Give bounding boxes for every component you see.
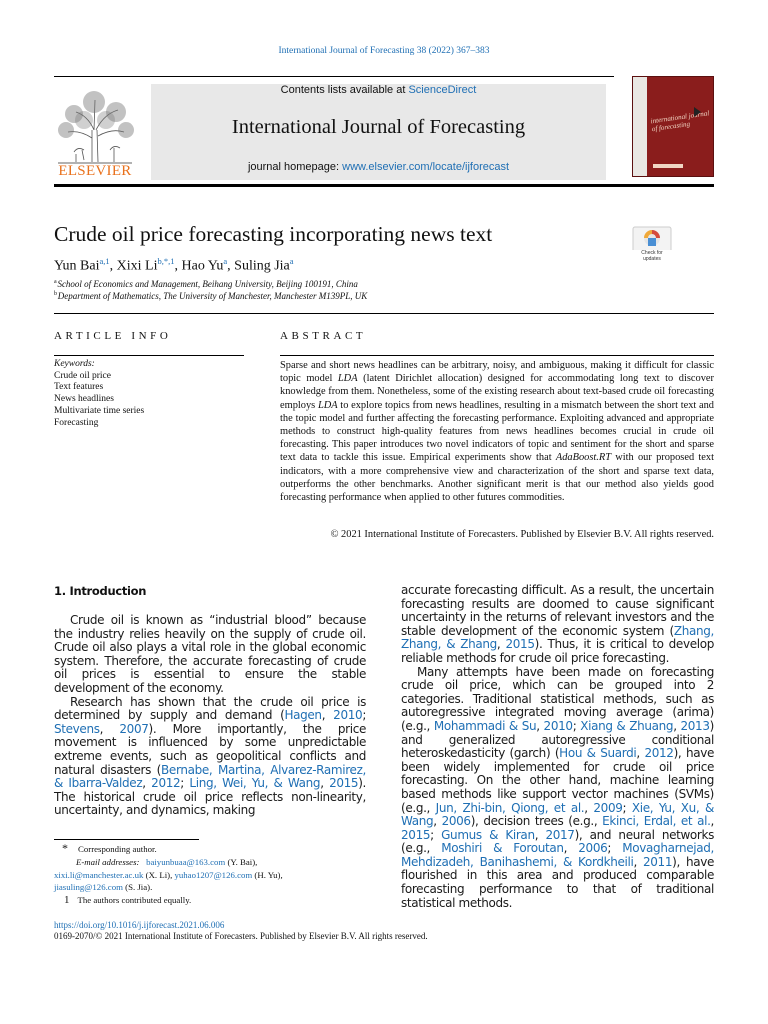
citation-year-link[interactable]: 2006 xyxy=(578,841,608,856)
email-owner: (S. Jia). xyxy=(122,882,153,893)
email-owner: (X. Li), xyxy=(143,869,175,880)
journal-reference[interactable] xyxy=(0,46,768,56)
abstract-term: AdaBoost.RT xyxy=(555,452,612,464)
sciencedirect-link[interactable]: ScienceDirect xyxy=(408,84,477,96)
text-segment: ), have flourished in this area and produced comparable forecasting performance to that of traditional statistical methods. xyxy=(401,854,715,910)
intro-paragraph-2-continued: accurate forecasting difficult. As a result, the uncertain forecasting results are doomed to cause significant uncertainty in the returns of relevant investors and the stable development of the economic system (Zhang, Zhang, & Zhang, 2015). Thus, it is critical to develop reliable methods for crude oil price forecasting. xyxy=(401,583,714,665)
email-footnote-cont xyxy=(54,881,374,894)
author-affil-mark[interactable]: a xyxy=(289,256,294,266)
citation-year-link[interactable]: 2012 xyxy=(151,776,181,791)
email-footnote-cont xyxy=(54,869,374,882)
introduction-heading: 1. Introduction xyxy=(54,584,147,598)
citation-link[interactable]: Mohammadi & Su xyxy=(433,718,537,733)
cover-stripe xyxy=(633,77,647,176)
footnote-rule xyxy=(54,839,199,840)
footnote-text: The authors contributed equally. xyxy=(77,895,192,906)
article-info-rule xyxy=(54,355,244,356)
citation-year-link[interactable]: 2013 xyxy=(680,718,710,733)
journal-masthead xyxy=(151,84,606,180)
text-segment: ), and neural networks (e.g., xyxy=(401,827,714,856)
author-separator: , xyxy=(109,258,117,274)
citation-link[interactable]: Hou & Suardi xyxy=(559,746,637,761)
author-affil-mark[interactable]: b,*,1 xyxy=(157,256,175,266)
citation-link[interactable]: Gumus & Kiran xyxy=(441,827,535,842)
author-separator: , xyxy=(227,258,235,274)
footnote-text: Corresponding author. xyxy=(78,844,157,854)
author-name[interactable]: Hao Yu xyxy=(181,258,224,274)
keyword-item: Text features xyxy=(54,382,104,393)
journal-homepage-link[interactable]: www.elsevier.com/locate/ijforecast xyxy=(342,161,510,173)
journal-cover-thumbnail[interactable] xyxy=(632,76,714,177)
right-column xyxy=(401,584,714,910)
email-footnote xyxy=(54,856,374,869)
citation-year-link[interactable]: 2009 xyxy=(593,800,623,815)
contents-prefix: Contents lists available at xyxy=(280,84,409,96)
elsevier-logo[interactable] xyxy=(54,90,136,180)
citation-link[interactable]: Xie, Yu, Xu, & Wang xyxy=(401,800,714,829)
citation-link[interactable]: Movagharnejad, Mehdizadeh, Banihashemi, & Kordkheili xyxy=(401,841,714,869)
text-segment: ), have been widely implemented for crude oil price forecasting. On the other hand, machine learning based methods like support vector machines (SVMs) (e.g., xyxy=(401,746,714,815)
abstract-segment: to explore topics from news headlines, resulting in a mismatch between the short text and the topic model and further affecting the forecasting performance. Exploiting advanced and appropriate methods to construct high-quality features from news headlines becomes crucial in crude oil forecasting. This paper introduces two novel indicators of topic and sentiment for the short and sparse text data to tackle this issue. Empirical experiments show that xyxy=(280,399,714,464)
text-segment: ). More importantly, the price movement is influenced by some unpredictable extreme events, such as geopolitical conflicts and natural disasters ( xyxy=(54,721,366,777)
check-updates-label: Check for updates xyxy=(641,250,663,262)
email-link[interactable]: xixi.li@manchester.ac.uk xyxy=(54,869,144,880)
cover-publisher-mark xyxy=(653,164,683,168)
check-updates-icon xyxy=(632,226,672,250)
citation-year-link[interactable]: 2011 xyxy=(642,854,673,869)
author-name[interactable]: Xixi Li xyxy=(116,258,158,274)
keyword-item: Forecasting xyxy=(54,417,99,428)
footnote-mark: 1 xyxy=(64,894,70,907)
citation-link[interactable]: Xiang & Zhuang xyxy=(580,718,674,733)
doi-line[interactable] xyxy=(54,920,224,930)
email-owner: (Y. Bai), xyxy=(225,856,258,867)
text-segment: ), decision trees (e.g., xyxy=(470,814,603,829)
abstract-rule xyxy=(280,355,714,356)
citation-link[interactable]: Jun, Zhi-bin, Qiong, et al. xyxy=(435,800,585,815)
affiliation-a xyxy=(54,279,358,289)
author-list xyxy=(54,256,294,275)
email-link[interactable]: yuhao1207@126.com xyxy=(174,869,253,880)
footnotes xyxy=(54,842,374,907)
affiliation-label: b xyxy=(54,291,57,297)
homepage-prefix: journal homepage: xyxy=(247,161,343,173)
email-label: E-mail addresses: xyxy=(76,856,140,867)
equal-contribution-footnote xyxy=(54,894,374,907)
keyword-item: Multivariate time series xyxy=(54,405,145,416)
affiliation-text: School of Economics and Management, Beihang University, Beijing 100191, China xyxy=(57,279,358,289)
cover-arrow-icon xyxy=(694,107,701,117)
article-title: Crude oil price forecasting incorporating news text xyxy=(54,222,493,246)
citation-link[interactable]: Stevens xyxy=(54,721,100,736)
keywords-label: Keywords: xyxy=(54,359,95,369)
author-name[interactable]: Suling Jia xyxy=(234,258,290,274)
citation-year-link[interactable]: 2015 xyxy=(329,776,359,791)
text-segment: ). Thus, it is critical to develop reliable methods for crude oil price forecasting. xyxy=(401,637,714,665)
email-owner: (H. Yu), xyxy=(252,869,283,880)
homepage-line xyxy=(151,161,606,173)
footnote-mark: * xyxy=(62,841,68,855)
author-name[interactable]: Yun Bai xyxy=(54,258,100,274)
keyword-item: News headlines xyxy=(54,394,114,405)
text-segment: Research has shown that the crude oil price is determined by supply and demand ( xyxy=(54,694,366,723)
keyword-item: Crude oil price xyxy=(54,370,111,381)
email-link[interactable]: baiyunbuaa@163.com xyxy=(146,856,226,867)
citation-year-link[interactable]: 2006 xyxy=(441,814,471,829)
citation-link[interactable]: Bernabe, Martina, Alvarez-Ramirez, & Ibarra-Valdez xyxy=(54,762,367,791)
author-separator: , xyxy=(174,258,182,274)
affiliation-label: a xyxy=(54,279,57,285)
email-link[interactable]: jiasuling@126.com xyxy=(54,882,123,893)
affiliation-text: Department of Mathematics, The University of Manchester, Manchester M139PL, UK xyxy=(57,291,368,301)
text-segment: accurate forecasting difficult. As a result, the uncertain forecasting results are doomed to cause significant uncertainty in the returns of relevant investors and the stable development of the economic system ( xyxy=(401,583,714,638)
citation-year-link[interactable]: 2010 xyxy=(333,708,363,723)
masthead-rule xyxy=(54,184,714,187)
author-affil-mark[interactable]: a xyxy=(223,256,228,266)
citation-year-link[interactable]: 2015 xyxy=(401,827,431,842)
citation-year-link[interactable]: 2007 xyxy=(119,721,149,736)
contents-line xyxy=(151,84,606,96)
elsevier-wordmark: ELSEVIER xyxy=(58,163,132,179)
citation-link[interactable]: Hagen xyxy=(284,708,322,723)
corresponding-footnote xyxy=(54,842,374,856)
elsevier-tree-icon xyxy=(54,90,136,164)
abstract-segment: Sparse and short news headlines can be arbitrary, noisy, and ambiguous, making it difficult for classic topic model xyxy=(280,360,714,385)
affiliation-b xyxy=(54,291,367,301)
citation-link[interactable]: Zhang, Zhang, & Zhang xyxy=(401,623,714,652)
intro-paragraph-2: Research has shown that the crude oil price is determined by supply and demand (Hagen, 2010; Stevens, 2007). More importantly, the price movement is influenced by some unpredictable extreme events, such as geopolitical conflicts and natural disasters (Bernabe, Martina, Alvarez-Ramirez, & Ibarra-Valdez, 2012; Ling, Wei, Yu, & Wang, 2015). The historical crude oil price reflects non-linearity, uncertainty, and dynamics, making xyxy=(54,694,367,818)
intro-paragraph-3: Many attempts have been made on forecasting crude oil price, which can be grouped into 2 categories. Traditional statistical methods, such as autoregressive integrated moving average (arima) (e.g., Mohammadi & Su, 2010; Xiang & Zhuang, 2013) and generalized autoregressive conditional heteroskedasticity (garch) (Hou & Suardi, 2012), have been widely implemented for crude oil price forecasting. On the other hand, machine learning based methods like support vector machines (SVMs) (e.g., Jun, Zhi-bin, Qiong, et al., 2009; Xie, Yu, Xu, & Wang, 2006), decision trees (e.g., Ekinci, Erdal, et al., 2015; Gumus & Kiran, 2017), and neural networks (e.g., Moshiri & Foroutan, 2006; Movagharnejad, Mehdizadeh, Banihashemi, & Kordkheili, 2011), have flourished in this area and produced comparable forecasting performance to that of traditional statistical methods. xyxy=(401,664,715,910)
journal-title: International Journal of Forecasting xyxy=(231,116,526,138)
keywords-block xyxy=(54,359,244,429)
citation-year-link[interactable]: 2012 xyxy=(644,746,674,761)
citation-link[interactable]: Ling, Wei, Yu, & Wang xyxy=(189,776,321,791)
text-segment: ) and generalized autoregressive conditional heteroskedasticity (garch) ( xyxy=(401,718,714,761)
abstract-segment: (latent Dirichlet allocation) designed for accommodating long text to discover knowledge from them. Nonetheless, some of the existing research about text-based crude oil forecasting employs xyxy=(280,373,714,411)
doi-link[interactable]: https://doi.org/10.1016/j.ijforecast.2021.06.006 xyxy=(54,920,225,930)
abstract-heading: ABSTRACT xyxy=(280,330,367,342)
header-rule xyxy=(54,76,614,77)
text-segment: Many attempts have been made on forecasting crude oil price, which can be grouped into 2 categories. Traditional statistical methods, such as autoregressive integrated moving average (arima) (e.g., xyxy=(401,664,714,733)
intro-paragraph-1: Crude oil is known as “industrial blood” because the industry relies heavily on the supply of crude oil. Crude oil also plays a vital role in the global economic system. Therefore, the accurate forecasting of crude oil prices is essential to ensure the stable development of the economy. xyxy=(54,613,366,695)
abstract-segment: with our proposed text indicators, with a more comprehensive view and characterization of the short and sparse text data, outperforms the other benchmarks. Another significant merit is that our method also yields good forecasting performance when applied to other futures commodities. xyxy=(280,452,714,504)
citation-link[interactable]: Ekinci, Erdal, et al. xyxy=(602,814,711,829)
abstract-text xyxy=(280,359,714,504)
citation-year-link[interactable]: 2015 xyxy=(505,637,535,652)
citation-link[interactable]: Moshiri & Foroutan xyxy=(441,841,564,856)
abstract-term: LDA xyxy=(337,373,358,385)
check-for-updates-badge[interactable] xyxy=(632,226,672,266)
issn-line: 0169-2070/© 2021 International Institute of Forecasters. Published by Elsevier B.V. All rights reserved. xyxy=(54,931,428,941)
abstract-term: LDA xyxy=(317,399,338,411)
cover-title: international journal of forecasting xyxy=(650,109,710,134)
article-info-heading: ARTICLE INFO xyxy=(54,330,172,342)
text-segment: ). The historical crude oil price reflects non-linearity, uncertainty, and dynamics, making xyxy=(54,776,366,818)
author-affil-mark[interactable]: a,1 xyxy=(99,256,110,266)
citation-year-link[interactable]: 2017 xyxy=(545,827,575,842)
title-block-rule xyxy=(54,313,714,314)
journal-reference-link[interactable]: International Journal of Forecasting 38 (2022) 367–383 xyxy=(278,46,490,56)
abstract-copyright: © 2021 International Institute of Forecasters. Published by Elsevier B.V. All rights reserved. xyxy=(330,529,714,540)
citation-year-link[interactable]: 2010 xyxy=(543,718,573,733)
left-column xyxy=(54,614,366,818)
